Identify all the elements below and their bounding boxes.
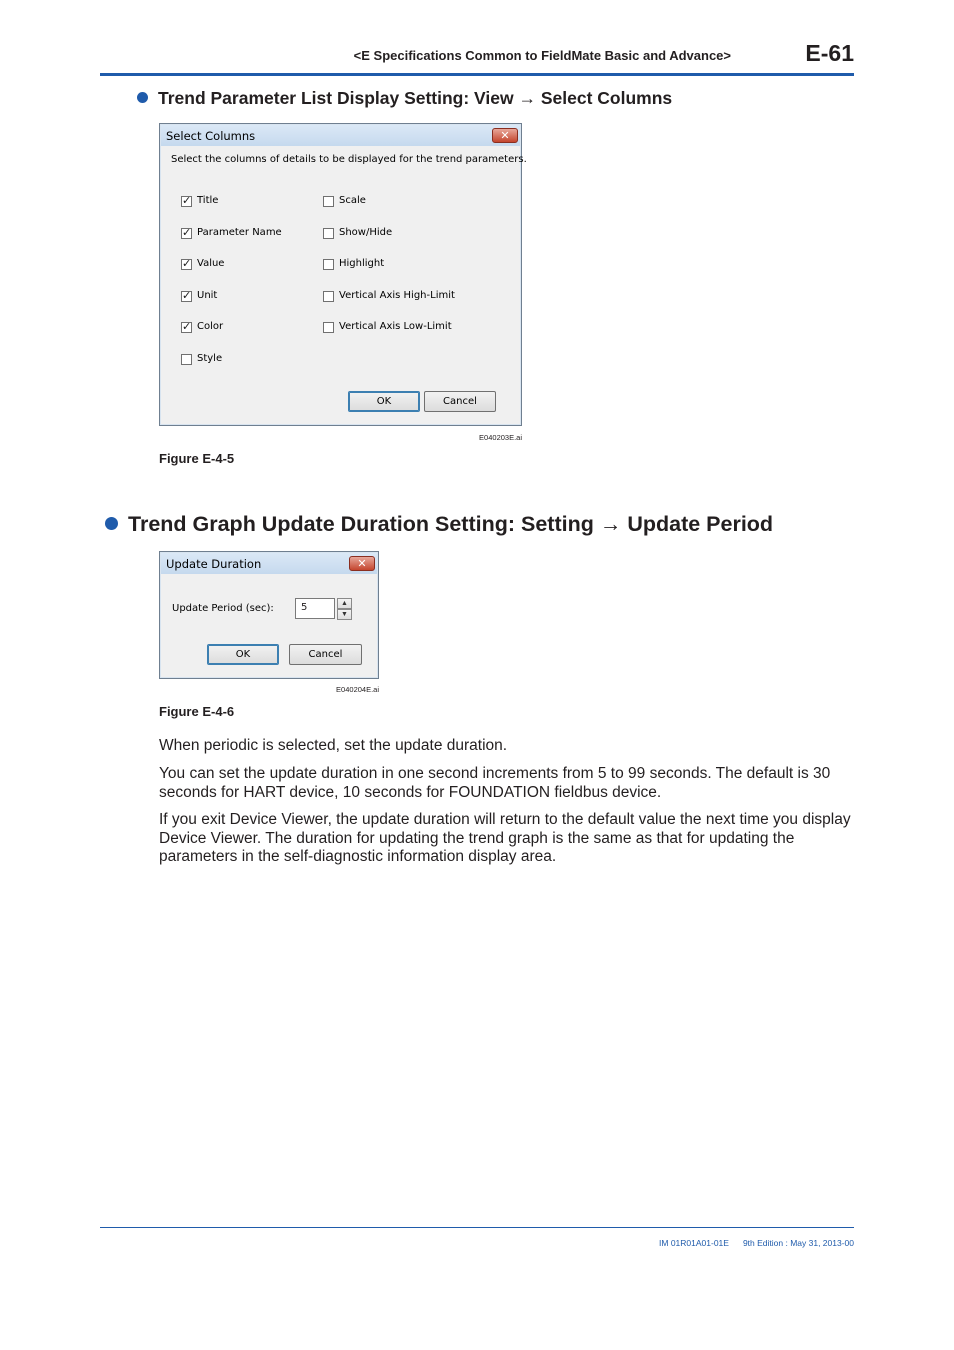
- checkbox-left-5[interactable]: [181, 354, 192, 365]
- figure-caption: Figure E-4-5: [159, 451, 235, 466]
- dialog-title-bar[interactable]: [161, 553, 377, 574]
- arrow-right-icon: →: [518, 88, 536, 108]
- checkbox-left-3[interactable]: [181, 291, 192, 302]
- checkbox-label[interactable]: Highlight: [339, 258, 385, 269]
- checkbox-label[interactable]: Parameter Name: [197, 227, 282, 238]
- checkbox-right-3[interactable]: [323, 291, 334, 302]
- bullet-icon: [137, 92, 148, 103]
- checkbox-label[interactable]: Title: [197, 195, 219, 206]
- close-icon[interactable]: ✕: [492, 128, 518, 143]
- page-number: E-61: [805, 40, 854, 66]
- running-header-title: <E Specifications Common to FieldMate Basic and Advance>: [353, 48, 731, 63]
- cancel-button[interactable]: Cancel: [424, 391, 496, 412]
- figure-file-name: E040204E.ai: [336, 685, 379, 694]
- spin-up-icon[interactable]: ▲: [337, 598, 352, 609]
- checkbox-label[interactable]: Vertical Axis Low-Limit: [339, 321, 452, 332]
- spin-down-icon[interactable]: ▼: [337, 609, 352, 620]
- document-id: IM 01R01A01-01E: [659, 1238, 729, 1248]
- select-columns-dialog: [159, 123, 527, 426]
- figure-file-name: E040203E.ai: [479, 433, 522, 442]
- arrow-right-icon: →: [599, 512, 622, 536]
- section-heading-update-period: [105, 512, 773, 537]
- bullet-icon: [105, 517, 118, 530]
- footer-rule: [100, 1227, 854, 1228]
- close-icon[interactable]: ✕: [349, 556, 375, 571]
- body-paragraph: When periodic is selected, set the update duration.: [159, 737, 508, 754]
- checkbox-label[interactable]: Vertical Axis High-Limit: [339, 290, 455, 301]
- checkbox-label[interactable]: Unit: [197, 290, 218, 301]
- update-duration-dialog: [159, 551, 379, 679]
- cancel-button[interactable]: Cancel: [289, 644, 362, 665]
- heading-text-part1: Trend Parameter List Display Setting: View: [158, 88, 514, 108]
- header-rule: [100, 73, 854, 76]
- edition-info: 9th Edition : May 31, 2013-00: [742, 1238, 854, 1248]
- footer: [500, 1238, 854, 1248]
- checkbox-label[interactable]: Style: [197, 353, 223, 364]
- checkbox-right-0[interactable]: [323, 196, 334, 207]
- figure-caption: Figure E-4-6: [159, 704, 235, 719]
- checkbox-label[interactable]: Scale: [339, 195, 366, 206]
- body-paragraph: You can set the update duration in one second increments from 5 to 99 seconds. The default is 30 seconds for HART device, 10 seconds for FOUNDATION fieldbus device.: [159, 765, 831, 801]
- checkbox-label[interactable]: Show/Hide: [339, 227, 393, 238]
- heading-text-part2: Update Period: [627, 512, 774, 536]
- checkbox-right-4[interactable]: [323, 322, 334, 333]
- dialog-title-bar[interactable]: [161, 125, 520, 146]
- dialog-title: Update Duration: [166, 557, 262, 571]
- heading-text-part1: Trend Graph Update Duration Setting: Setting: [128, 512, 594, 536]
- checkbox-left-2[interactable]: [181, 259, 192, 270]
- checkbox-label[interactable]: Value: [197, 258, 225, 269]
- ok-button[interactable]: OK: [348, 391, 420, 412]
- heading-text-part2: Select Columns: [540, 88, 673, 108]
- checkbox-label[interactable]: Color: [197, 321, 224, 332]
- checkbox-left-1[interactable]: [181, 228, 192, 239]
- ok-button[interactable]: OK: [207, 644, 279, 665]
- checkbox-left-4[interactable]: [181, 322, 192, 333]
- section-heading-select-columns: [137, 88, 672, 109]
- body-paragraph: If you exit Device Viewer, the update duration will return to the default value the next time you display Device Viewer. The duration for updating the trend graph is the same as that for updating the parameters in the self-diagnostic information display area.: [159, 811, 851, 865]
- update-period-label: Update Period (sec):: [172, 603, 274, 614]
- dialog-title: Select Columns: [166, 129, 256, 143]
- checkbox-left-0[interactable]: [181, 196, 192, 207]
- checkbox-right-2[interactable]: [323, 259, 334, 270]
- dialog-instruction: Select the columns of details to be displayed for the trend parameters.: [171, 154, 527, 165]
- checkbox-right-1[interactable]: [323, 228, 334, 239]
- update-period-input[interactable]: 5: [295, 598, 335, 619]
